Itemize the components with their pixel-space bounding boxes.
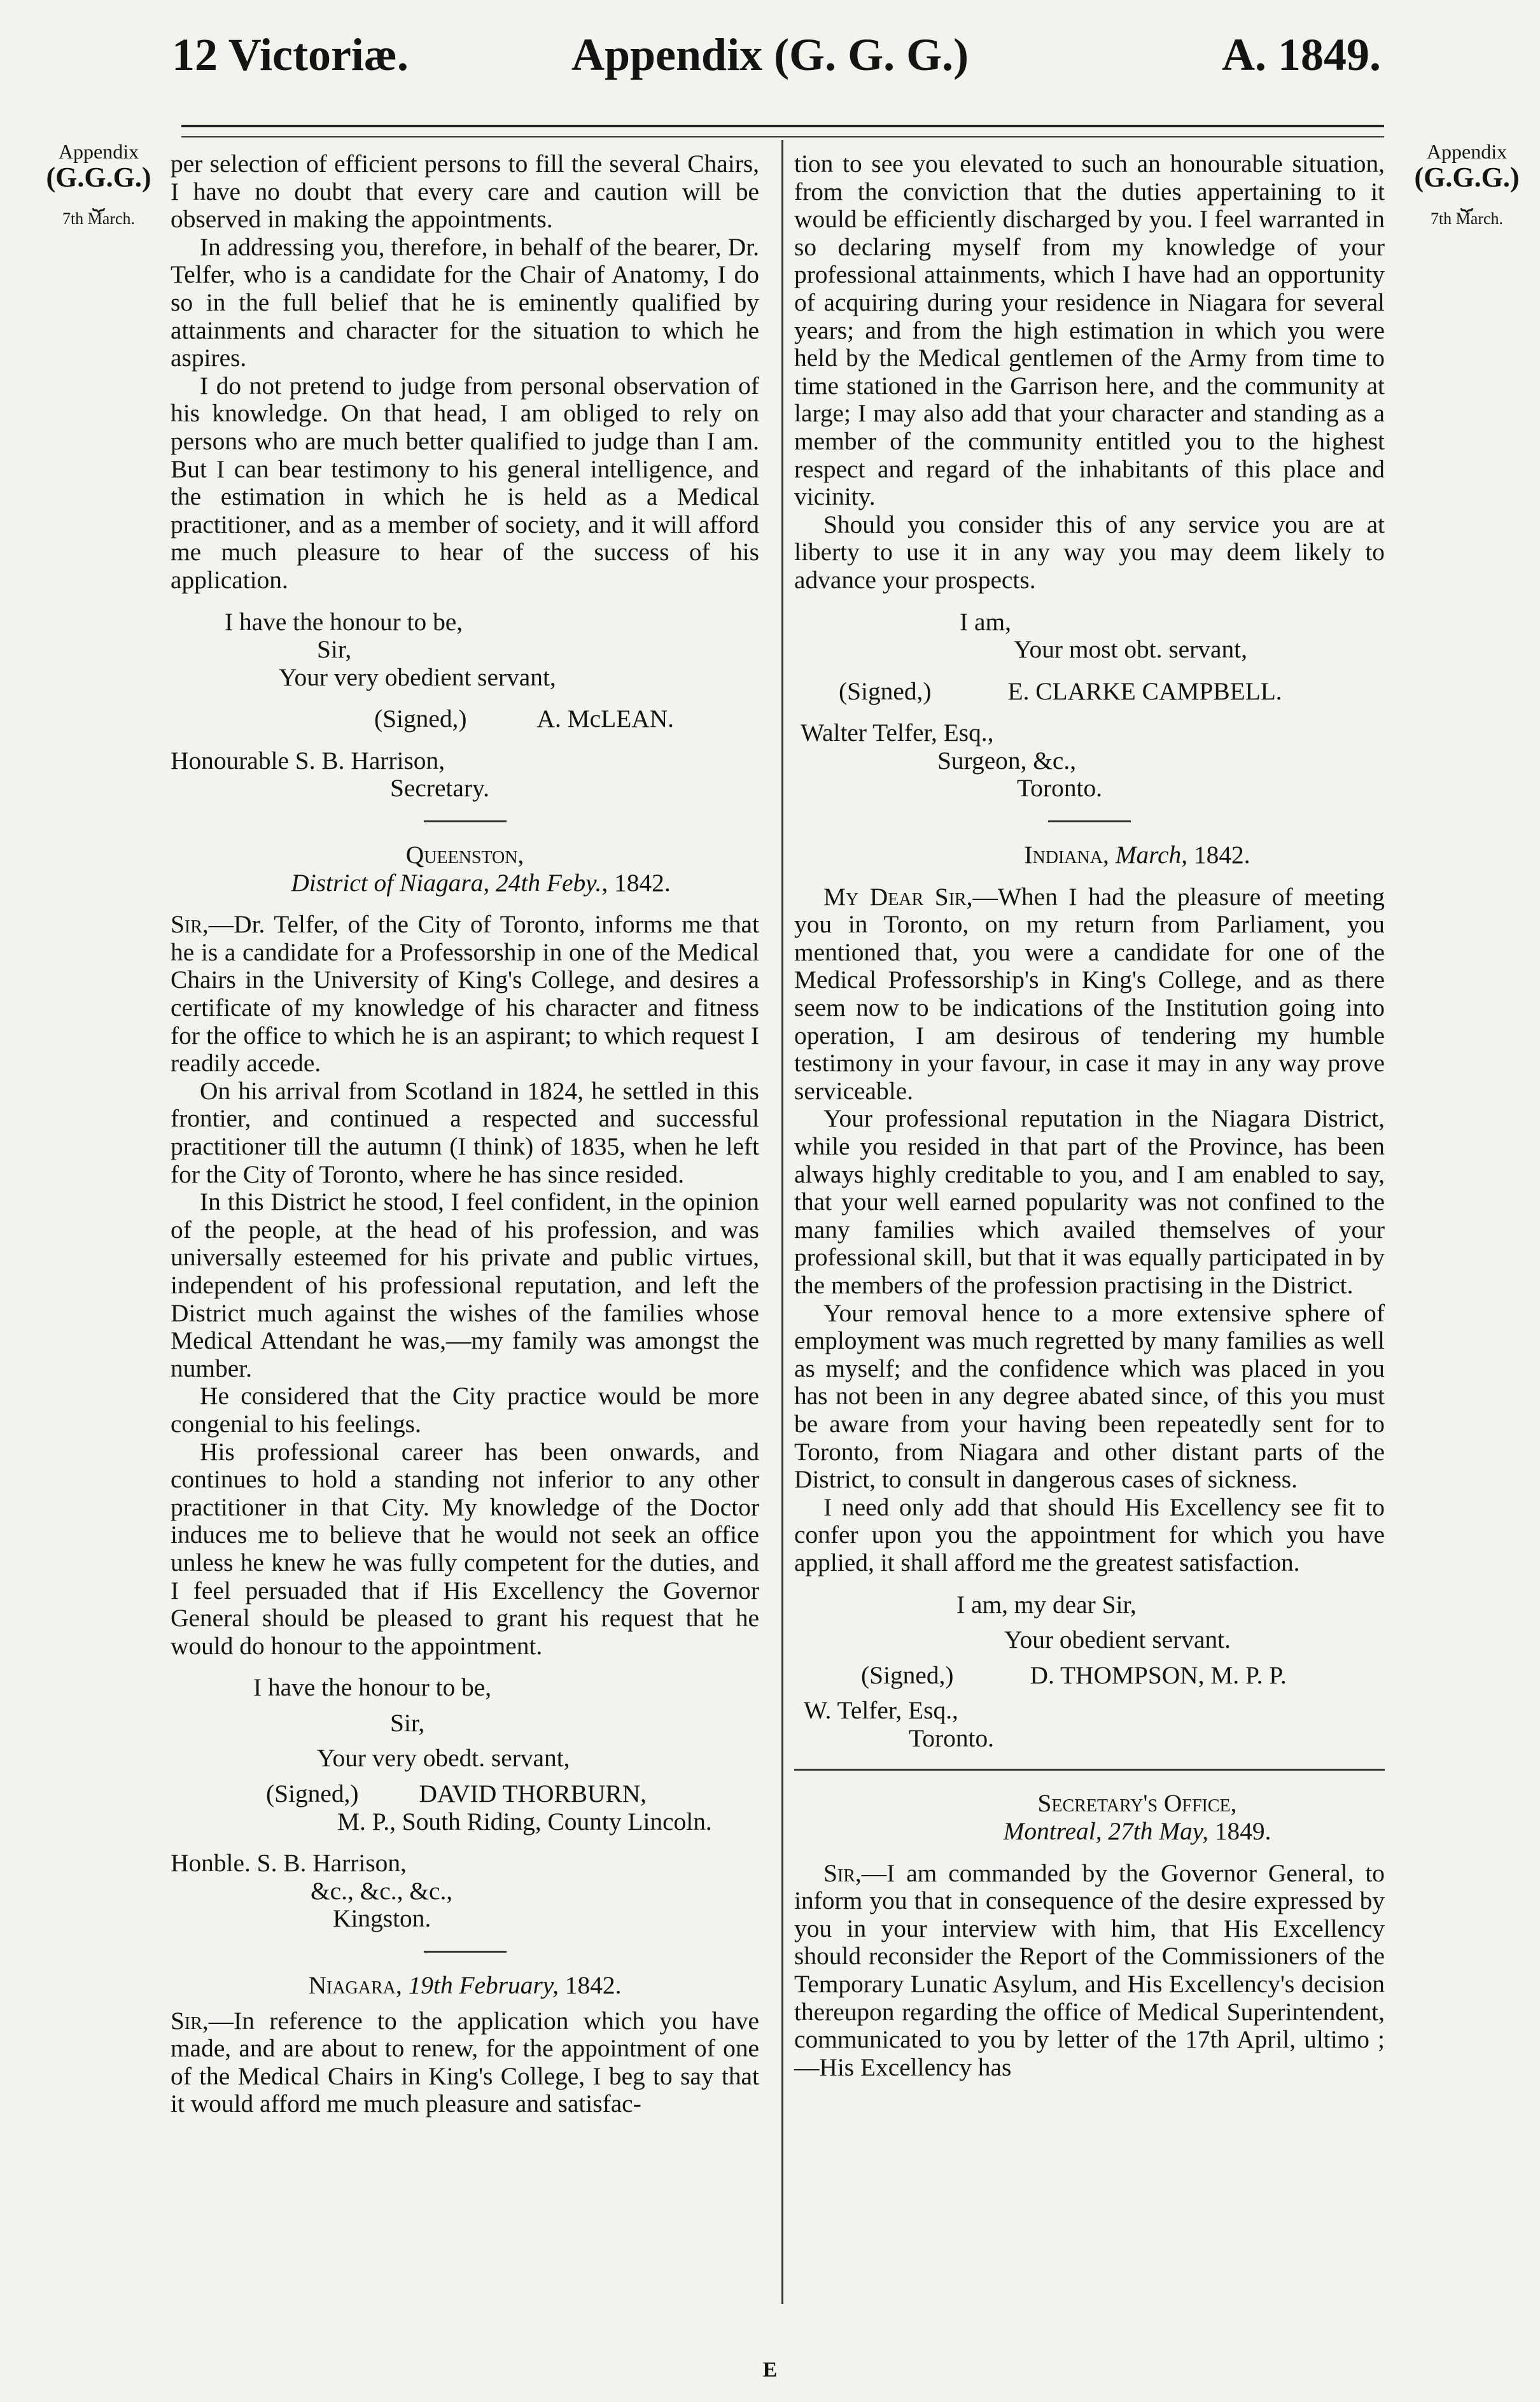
letter-thompson-paragraph: My Dear Sir,—When I had the pleasure of meeting you in Toronto, on my return from Parliament, you mentioned that, you were a candidate for one of the Medical Professorship's in King's College, and as there seem now to be indications of the Institution going into operation, I am desirous of tendering my humble testimony in your favour, in case it may in any way prove serviceable. [794, 882, 1385, 1105]
letter-dateline: District of Niagara, 24th Feby., 1842. [291, 868, 671, 897]
signature-line [171, 1780, 759, 1808]
margin-note-ref: (G.G.G.) [46, 161, 151, 193]
closing-line: I have the honour to be, [225, 607, 463, 636]
section-rule [794, 1769, 1385, 1771]
signature-line [794, 678, 1385, 706]
closing-line: I am, my dear Sir, [956, 1590, 1137, 1619]
closing-line: Your most obt. servant, [1014, 635, 1247, 664]
letter-campbell-paragraph: tion to see you elevated to such an honourable situation, from the conviction that the duties appertaining to it would be efficiently discharged by you. I feel warranted in so declaring myself from my knowledge of your professional attainments, which I have had an opportunity of acquiring during your residence in Niagara for several years; and from the high estimation in which you were held by the Medical gentlemen of the Army from time to time stationed in the Garrison here, and the community at large; I may also add that your character and standing as a member of the community entitled you to the highest respect and regard of the inhabitants of this place and vicinity. [794, 150, 1385, 511]
signed-label: (Signed,) [861, 1661, 954, 1689]
closing-line: Your obedient servant. [1004, 1626, 1231, 1654]
signature-line [794, 1662, 1385, 1690]
header-appendix: Appendix (G. G. G.) [571, 29, 969, 80]
margin-note-left [16, 141, 181, 227]
letter-place: Indiana, [1024, 841, 1109, 869]
signatory-name: A. McLEAN. [536, 705, 675, 733]
addressee-line: Toronto. [1017, 774, 1103, 803]
addressee-line: &c., &c., &c., [311, 1876, 453, 1905]
letter-campbell-paragraph: Should you consider this of any service you are at liberty to use it in any way you may deem likely to advance your prospects. [794, 510, 1385, 594]
signatory-title: M. P., South Riding, County Lincoln. [337, 1807, 712, 1836]
margin-note-ref: (G.G.G.) [1414, 161, 1520, 193]
addressee-line: Toronto. [909, 1724, 995, 1752]
header-rule-thick [181, 125, 1384, 127]
signed-label: (Signed,) [266, 1780, 359, 1808]
signature-line [171, 705, 759, 733]
addressee-line: Surgeon, &c., [937, 746, 1077, 775]
letter-thorburn-paragraph: Sir,—Dr. Telfer, of the City of Toronto, informs me that he is a candidate for a Professorship in one of the Medical Chairs in the University of King's College, and desires a certificate of my knowledge of his character and fitness for the office to which he is an aspirant; to which request I readily accede. [171, 910, 759, 1078]
brace-icon: ⏟ [92, 187, 106, 211]
margin-note-date: 7th March. [62, 209, 136, 228]
signatory-name: D. THOMPSON, M. P. P. [1030, 1661, 1287, 1689]
letter-thorburn-paragraph: He considered that the City practice would be more congenial to his feelings. [171, 1382, 759, 1438]
letter-thompson-paragraph: Your removal hence to a more extensive sphere of employment was much regretted by many families as well as myself; and the confidence which was placed in you has not been in any degree abated since, of this you must be aware from your having been repeatedly sent for to Toronto, from Niagara and other distant parts of the District, to consult in dangerous cases of sickness. [794, 1298, 1385, 1494]
closing-line: Sir, [317, 635, 352, 664]
section-rule [424, 1951, 507, 1953]
signatory-name: DAVID THORBURN, [419, 1780, 647, 1808]
column-divider [781, 140, 783, 2304]
closing-line: I have the honour to be, [253, 1673, 492, 1702]
header-session: 12 Victoriæ. [172, 29, 409, 80]
letter-campbell-paragraph: Sir,—In reference to the application which you have made, and are about to renew, for the appointment of one of the Medical Chairs in King's College, I beg to say that it would afford me much pleasure and satisfac- [171, 2006, 759, 2118]
signature-mark: E [762, 2358, 778, 2382]
margin-note-label: Appendix [1426, 140, 1508, 163]
letter-mclean-paragraph: per selection of efficient persons to fill the several Chairs, I have no doubt that every care and caution will be observed in making the appointments. [171, 150, 759, 234]
addressee-line: Walter Telfer, Esq., [801, 719, 994, 747]
left-column [171, 150, 759, 2118]
salutation: Sir, [171, 910, 209, 939]
signed-label: (Signed,) [374, 705, 467, 733]
header-year: A. 1849. [1222, 29, 1381, 80]
letter-dateline: Montreal, 27th May, 1849. [1003, 1817, 1271, 1846]
addressee-line: Kingston. [333, 1904, 431, 1933]
addressee-line: Honble. S. B. Harrison, [171, 1849, 407, 1878]
letter-thompson-paragraph: I need only add that should His Excellency see fit to confer upon you the appointment for which you have applied, it shall afford me the greatest satisfaction. [794, 1492, 1385, 1577]
letter-dateline: Indiana, March, 1842. [1024, 841, 1250, 869]
letter-dateline: Niagara, 19th February, 1842. [308, 1971, 622, 2000]
salutation: My Dear Sir, [823, 882, 973, 911]
letter-secretary-paragraph: Sir,—I am commanded by the Governor General, to inform you that in consequence of the desire expressed by you in your interview with him, that His Excellency should reconsider the Report of the Commissioners of the Temporary Lunatic Asylum, and His Excellency's decision thereupon regarding the office of Medical Superintendent, communicated to you by letter of the 17th April, ultimo ;—His Excellency has [794, 1858, 1385, 2081]
margin-note-label: Appendix [58, 140, 139, 163]
signatory-name: E. CLARKE CAMPBELL. [1007, 677, 1282, 705]
letter-thorburn-paragraph: His professional career has been onwards, and continues to hold a standing not inferior to any other practitioner in that City. My knowledge of the Doctor induces me to believe that he would not seek an office unless he knew he was fully competent for the duties, and I feel persuaded that if His Excellency the Governor General should be pleased to grant his request that he would do honour to the appointment. [171, 1437, 759, 1660]
section-rule [424, 820, 507, 822]
addressee-line: W. Telfer, Esq., [804, 1696, 958, 1725]
brace-icon: ⏟ [1460, 187, 1474, 211]
addressee-line: Honourable S. B. Harrison, [171, 746, 445, 775]
letter-thorburn-paragraph: In this District he stood, I feel confident, in the opinion of the people, at the head of his profession, and was universally esteemed for his private and public virtues, independent of his professional reputation, and left the District much against the wishes of the families whose Medical Attendant he was,—my family was amongst the number. [171, 1188, 759, 1382]
addressee-line: Secretary. [390, 774, 490, 803]
closing-line: I am, [960, 607, 1011, 636]
closing-line: Your very obedt. servant, [317, 1744, 570, 1773]
margin-note-date: 7th March. [1430, 209, 1504, 228]
letter-mclean-paragraph: In addressing you, therefore, in behalf of the bearer, Dr. Telfer, who is a candidate for the Chair of Anatomy, I do so in the full belief that he is eminently qualified by attainments and character for the situation to which he aspires. [171, 232, 759, 372]
margin-note-right [1384, 141, 1540, 227]
letter-place: Niagara, [308, 1971, 402, 2000]
right-column [794, 150, 1385, 2081]
closing-line: Sir, [390, 1708, 425, 1737]
signed-label: (Signed,) [839, 677, 932, 705]
letter-office: Secretary's Office, [1037, 1789, 1237, 1818]
letter-thompson-paragraph: Your professional reputation in the Niagara District, while you resided in that part of the Province, has been always highly creditable to you, and I am enabled to say, that your well earned popularity was not confined to the many families which availed themselves of your professional skill, but that it was equally participated in by the members of the profession practising in the District. [794, 1104, 1385, 1299]
letter-thorburn-paragraph: On his arrival from Scotland in 1824, he settled in this frontier, and continued a respected and successful practitioner till the autumn (I think) of 1835, when he left for the City of Toronto, where he has since resided. [171, 1076, 759, 1188]
salutation: Sir, [823, 1858, 862, 1887]
section-rule [1048, 820, 1131, 822]
header-rule-thin [181, 136, 1384, 137]
salutation: Sir, [171, 2006, 209, 2035]
letter-place: Queenston, [405, 841, 524, 869]
closing-line: Your very obedient servant, [279, 663, 556, 691]
letter-mclean-paragraph: I do not pretend to judge from personal observation of his knowledge. On that head, I am obliged to rely on persons who are much better qualified to judge than I am. But I can bear testimony to his general intelligence, and the estimation in which he is held as a Medical practitioner, and as a member of society, and it will afford me much pleasure to hear of the success of his application. [171, 371, 759, 594]
